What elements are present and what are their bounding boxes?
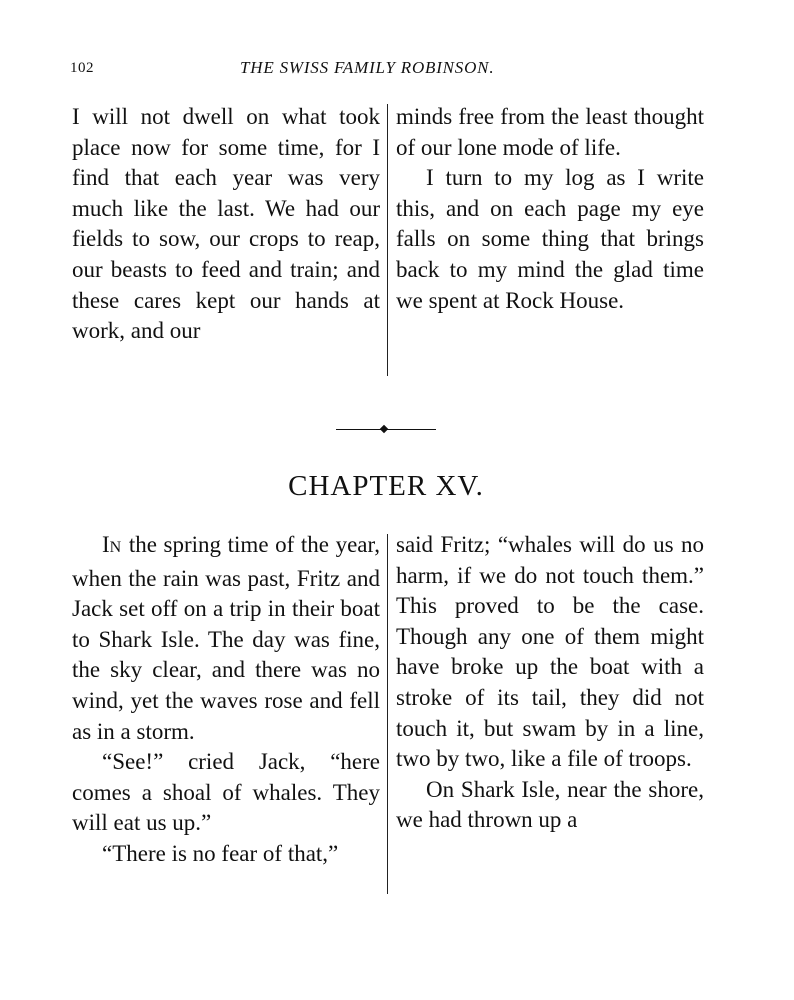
chapter-title: CHAPTER XV. (288, 470, 484, 502)
drop-initial: I (102, 532, 110, 557)
column-divider (387, 104, 388, 376)
section-ornament (336, 427, 436, 433)
ornament-diamond-icon (380, 425, 388, 433)
column-divider (387, 534, 388, 894)
paragraph: I turn to my log as I write this, and on each page my eye falls on some thing that brings back to my mind the glad time we spent at Rock House. (396, 165, 704, 313)
paragraph: I will not dwell on what took place now for some time, for I find that each year was very much like the last. We had our fields to sow, our crops to reap, our beasts to feed and train; and these cares kept our hands at work, and our (72, 104, 380, 344)
page-number: 102 (70, 60, 94, 76)
top-left-column (72, 102, 380, 347)
bottom-left-column (72, 530, 380, 870)
running-head: THE SWISS FAMILY ROBINSON. (240, 58, 495, 77)
bottom-right-column (396, 530, 704, 836)
small-caps-text: N (109, 539, 123, 556)
paragraph-text: the spring time of the year, when the rain was past, Fritz and Jack set off on a trip in their boat to Shark Isle. The day was fine, the sky clear, and there was no wind, yet the waves rose and fell as in a storm. (72, 532, 380, 744)
paragraph: “See!” cried Jack, “here comes a shoal of whales. They will eat us up.” (72, 749, 380, 836)
top-right-column (396, 102, 704, 316)
paragraph: “There is no fear of that,” (102, 840, 339, 866)
paragraph: On Shark Isle, near the shore, we had thrown up a (396, 776, 704, 833)
paragraph: minds free from the least thought of our lone mode of life. (396, 104, 704, 160)
paragraph: said Fritz; “whales will do us no harm, if we do not touch them.” This proved to be the case. Though any one of them might have broke up the boat with a stroke of its tail, they did not touch it, but swam by in a line, two by two, like a file of troops. (396, 532, 704, 772)
paragraph (72, 530, 380, 747)
